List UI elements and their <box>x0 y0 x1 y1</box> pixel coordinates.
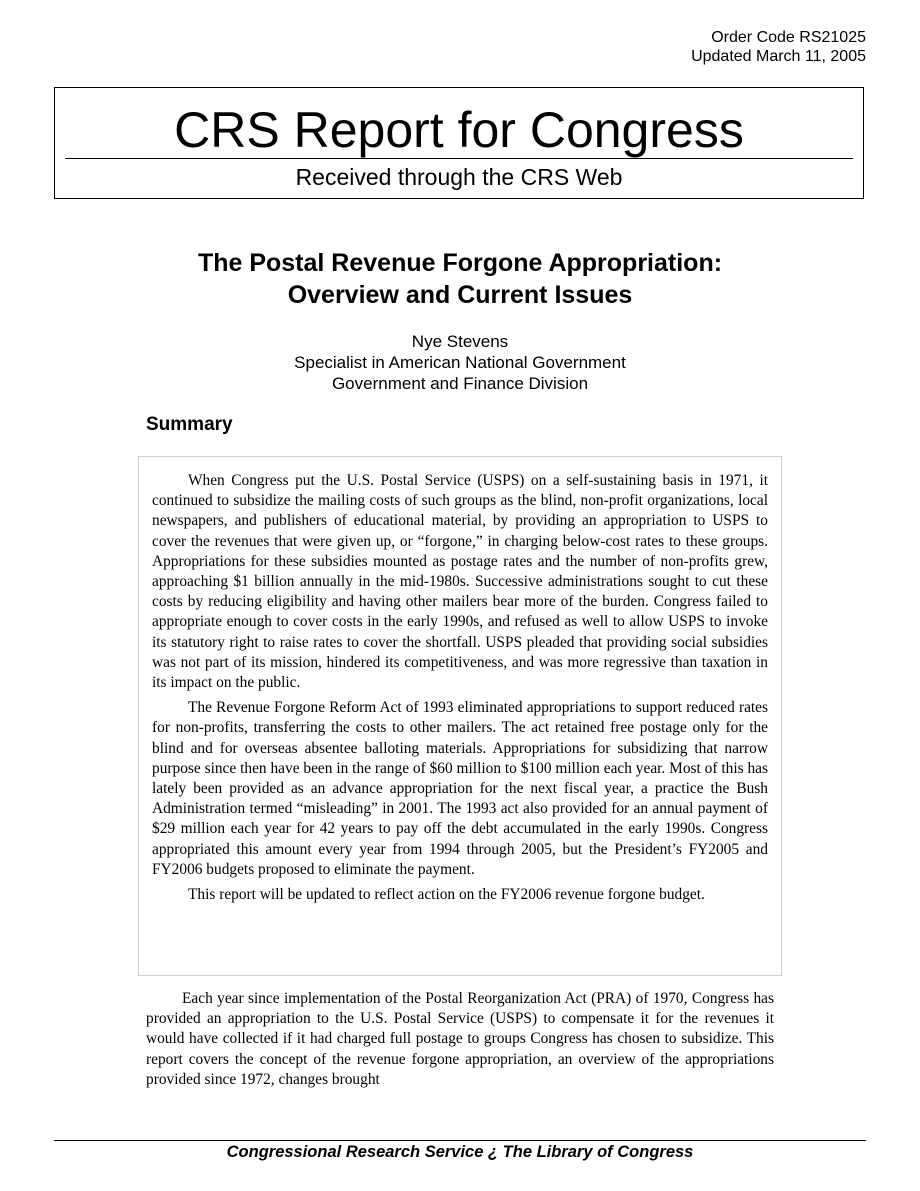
order-code: Order Code RS21025 <box>711 29 866 46</box>
summary-paragraph: The Revenue Forgone Reform Act of 1993 eliminated appropriations to support reduced rates for non-profits, transferring the costs to other mailers. The act retained free postage only for the blind and for overseas absentee balloting materials. Appropriations for subsidizing that narrow purpose since then have been in the range of $60 million to $100 million each year. Most of this has lately been provided as an advance appropriation for the next fiscal year, a practice the Bush Administration termed “misleading” in 2001. The 1993 act also provided for an annual payment of $29 million each year for 42 years to pay off the debt accumulated in the early 1990s. Congress appropriated this amount every year from 1994 through 2005, but the President’s FY2005 and FY2006 budgets proposed to eliminate the payment. <box>152 699 768 878</box>
crs-banner <box>54 87 864 199</box>
banner-divider <box>65 158 853 159</box>
author-division: Government and Finance Division <box>331 374 589 393</box>
author-title: Specialist in American National Government <box>294 353 626 372</box>
summary-paragraph: This report will be updated to reflect action on the FY2006 revenue forgone budget. <box>188 886 705 904</box>
author-block <box>80 331 840 394</box>
report-title-line1: The Postal Revenue Forgone Appropriation: <box>197 249 723 277</box>
summary-box <box>138 456 782 976</box>
footer-text: Congressional Research Service ¿ The Library of Congress <box>226 1143 694 1161</box>
banner-title: CRS Report for Congress <box>174 102 744 158</box>
report-title-line2: Overview and Current Issues <box>287 281 633 309</box>
summary-paragraph: When Congress put the U.S. Postal Service (USPS) on a self-sustaining basis in 1971, it continued to subsidize the mailing costs of such groups as the blind, non-profit organizations, local newspapers, and publishers of educational material, by providing an appropriation to USPS to cover the revenues that were given up, or “forgone,” in charging below-cost rates to these groups. Appropriations for these subsidies mounted as postage rates and the number of non-profits grew, approaching $1 billion annually in the mid-1980s. Successive administrations sought to cut these costs by reducing eligibility and having other mailers bear more of the burden. Congress failed to appropriate enough to cover costs in the early 1990s, and refused as well to allow USPS to invoke its statutory right to raise rates to cover the shortfall. USPS pleaded that providing social subsidies was not part of its mission, hindered its competitiveness, and was more regressive than taxation in its impact on the public. <box>152 472 768 692</box>
author-name: Nye Stevens <box>411 332 509 351</box>
summary-heading: Summary <box>146 414 233 435</box>
order-info <box>691 28 866 66</box>
body-paragraph: Each year since implementation of the Postal Reorganization Act (PRA) of 1970, Congress has provided an appropriation to the U.S. Postal Service (USPS) to compensate it for the revenues it would have collected if it had charged full postage to groups Congress has chosen to subsidize. This report covers the concept of the revenue forgone appropriation, an overview of the appropriations provided since 1972, changes brought <box>146 990 774 1088</box>
updated-date: Updated March 11, 2005 <box>691 48 866 65</box>
report-title <box>80 247 840 311</box>
footer-divider <box>54 1140 866 1141</box>
banner-subtitle: Received through the CRS Web <box>295 164 623 190</box>
